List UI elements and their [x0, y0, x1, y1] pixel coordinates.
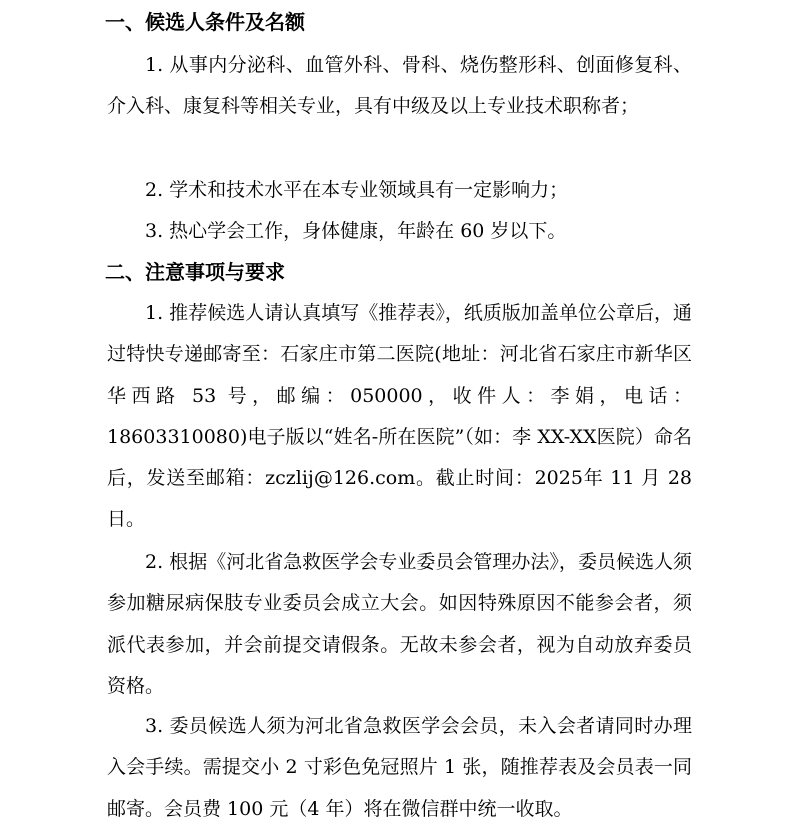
paragraph-condition-3: 3. 热心学会工作，身体健康，年龄在 60 岁以下。 [145, 220, 567, 242]
paragraph-condition-2: 2. 学术和技术水平在本专业领域具有一定影响力； [145, 179, 569, 201]
paragraph-condition-1: 1. 从事内分泌科、血管外科、骨科、烧伤整形科、创面修复科、介入科、康复科等相关专业，具有中级及以上专业技术职称者； [107, 54, 692, 118]
paragraph-requirement-1: 1. 推荐候选人请认真填写《推荐表》，纸质版加盖单位公章后，通过特快专递邮寄至：石家庄市第二医院(地址：河北省石家庄市新华区华西路 53 号，邮编：050000，收件人：李娟，电话：18603310080)电子版以“姓名-所在医院”（如：李 XX-XX医院）命名后，发送至邮箱：zczlij@126.com。截止时间：2025年 11 月 28 日。 [107, 302, 692, 531]
section-heading-candidate-conditions: 一、候选人条件及名额 [105, 10, 305, 34]
paragraph-requirement-3: 3. 委员候选人须为河北省急救医学会会员，未入会者请同时办理入会手续。需提交小 2 寸彩色免冠照片 1 张，随推荐表及会员表一同邮寄。会员费 100 元（4 年）将在微信群中统一收取。 [107, 715, 692, 820]
section-heading-notes-requirements: 二、注意事项与要求 [105, 260, 285, 284]
paragraph-requirement-2: 2. 根据《河北省急救医学会专业委员会管理办法》，委员候选人须参加糖尿病保肢专业委员会成立大会。如因特殊原因不能参会者，须派代表参加，并会前提交请假条。无故未参会者，视为自动放弃委员资格。 [107, 551, 692, 697]
